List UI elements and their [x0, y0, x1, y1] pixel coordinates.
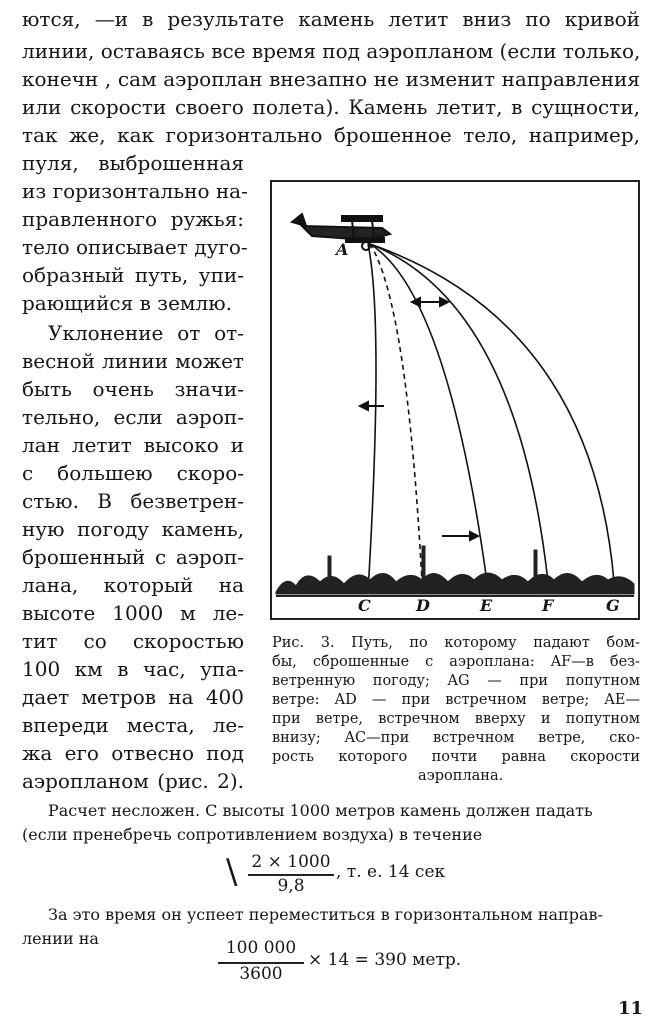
formula2-numerator: 100 000: [225, 938, 297, 958]
text-line: весной линии может: [22, 349, 244, 373]
page-number: 11: [618, 998, 644, 1019]
text-line: Уклонение от от-: [48, 321, 244, 345]
text-line: образный путь, упи-: [22, 263, 244, 287]
text-line: стью. В безветрен-: [22, 489, 244, 513]
caption-line: Рис. 3. Путь, по которому падают бом-: [272, 635, 640, 651]
trajectory-ad: [370, 244, 422, 582]
calc-intro-line: Расчет несложен. С высоты 1000 метров камень должен падать: [48, 801, 593, 820]
label-a: A: [336, 240, 349, 259]
text-line: дает метров на 400: [22, 685, 244, 709]
text-line: тельно, если аэроп-: [22, 405, 244, 429]
text-line: брошенный с аэроп-: [22, 545, 244, 569]
text-line: лан летит высоко и: [22, 433, 244, 457]
text-line: правленного ружья:: [22, 207, 244, 231]
label-d: D: [416, 596, 430, 615]
text-line: пуля, выброшенная: [22, 151, 244, 175]
caption-line: при ветре, встречном вверху и попутном: [272, 711, 640, 727]
trajectory-ac: [368, 244, 376, 592]
formula1-denominator: 9,8: [277, 876, 305, 896]
caption-line: аэроплана.: [418, 768, 504, 784]
text-line: или скорости своего полета). Камень летит, в сущности,: [22, 95, 640, 119]
sqrt-sign: \: [226, 852, 238, 892]
caption-line: бы, сброшенные с аэроплана: AF—в без-: [272, 654, 640, 670]
text-line: тит со скоростью: [22, 629, 244, 653]
text-line: 100 км в час, упа-: [22, 657, 244, 681]
ground-trees: [276, 546, 634, 596]
label-g: G: [606, 596, 620, 615]
text-line: рающийся в землю.: [22, 291, 232, 315]
text-line: так же, как горизонтально брошенное тело, например,: [22, 123, 640, 147]
label-c: C: [358, 596, 371, 615]
text-line: тело описывает дуго-: [22, 235, 248, 259]
label-e: E: [480, 596, 493, 615]
text-line: аэропланом (рис. 2).: [22, 769, 244, 793]
caption-line: рость которого почти равна скорости: [272, 749, 640, 765]
text-line: жа его отвесно под: [22, 741, 244, 765]
text-line: ную погоду камень,: [22, 517, 244, 541]
text-line: впереди места, ле-: [22, 713, 244, 737]
text-line: быть очень значи-: [22, 377, 244, 401]
text-line: высоте 1000 м ле-: [22, 601, 244, 625]
text-line: конечн , сам аэроплан внезапно не изменит направления: [22, 67, 640, 91]
text-line: из горизонтально на-: [22, 179, 248, 203]
text-line: лана, который на: [22, 573, 244, 597]
label-f: F: [542, 596, 554, 615]
formula2-denominator: 3600: [239, 964, 283, 984]
figure-bomb-trajectories: [270, 180, 640, 620]
text-line: ются, —и в результате камень летит вниз по кривой: [22, 7, 640, 31]
formula1-result: , т. е. 14 сек: [336, 862, 446, 882]
formula2-result: × 14 = 390 метр.: [308, 950, 462, 970]
trajectory-af: [370, 244, 548, 582]
caption-line: ветре: AD — при встречном ветре; AE—: [272, 692, 640, 708]
calc-intro-line: (если пренебречь сопротивлением воздуха) в течение: [22, 825, 483, 844]
calc-text-line: лении на: [22, 929, 99, 948]
trajectory-ag: [370, 244, 614, 582]
text-line: линии, оставаясь все время под аэропланом (если только,: [22, 39, 641, 63]
formula1-numerator: 2 × 1000: [251, 852, 331, 872]
wind-arrows: [360, 298, 478, 540]
calc-text-line: За это время он успеет переместиться в горизонтальном направ-: [48, 905, 603, 924]
caption-line: внизу; AC—при встречном ветре, ско-: [272, 730, 640, 746]
caption-line: ветренную погоду; AG — при попутном: [272, 673, 640, 689]
trajectory-illustration: [272, 182, 638, 618]
text-line: с большею скоро-: [22, 461, 244, 485]
